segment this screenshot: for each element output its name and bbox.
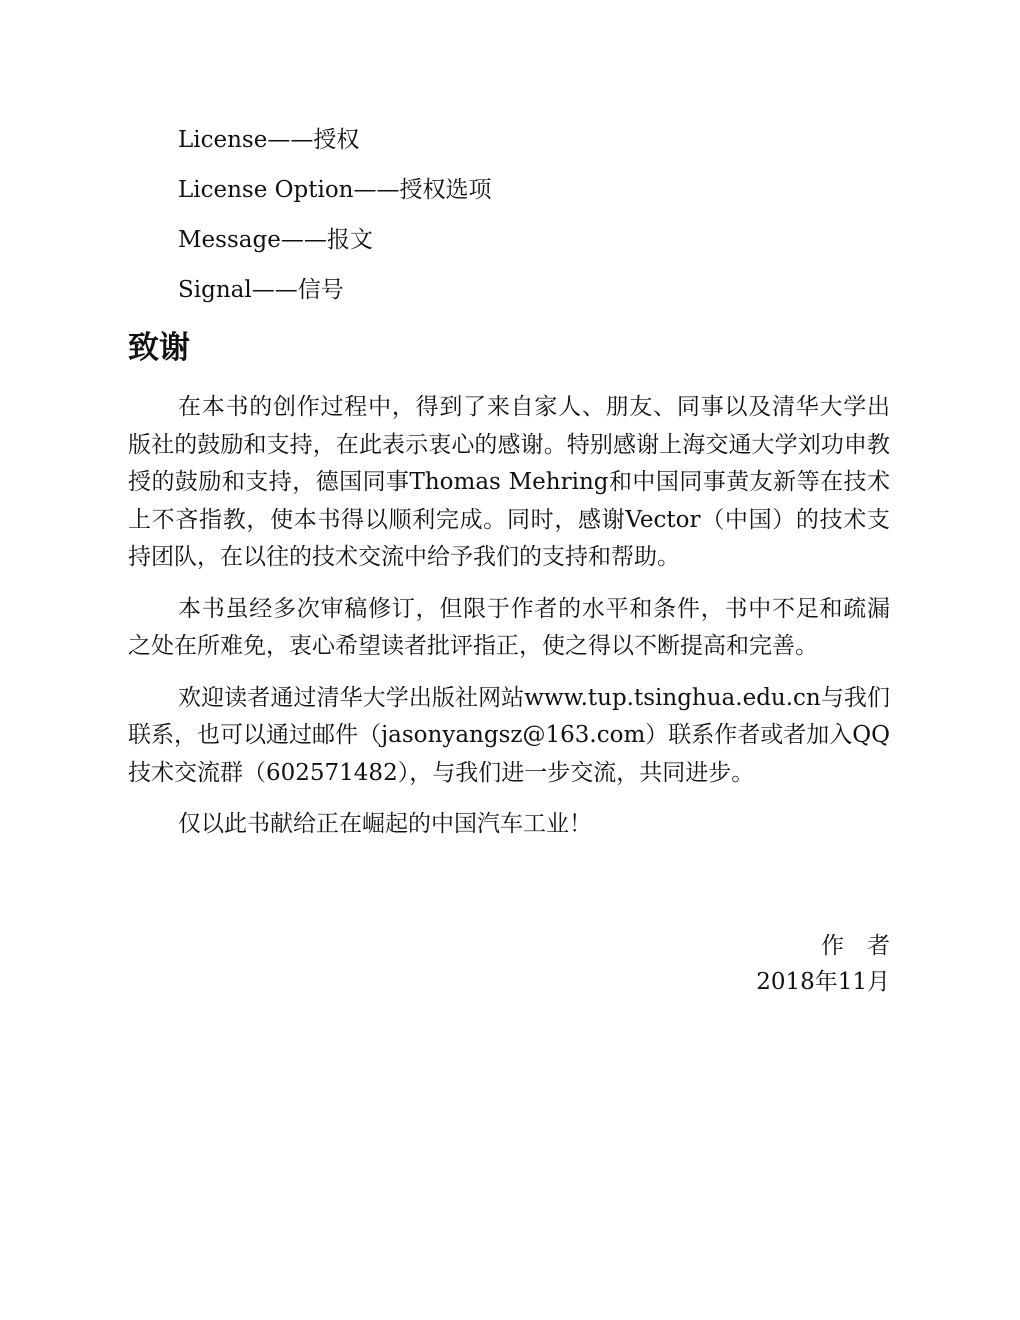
section-heading: 致谢	[128, 330, 190, 366]
glossary-entry: License Option——授权选项	[178, 177, 492, 203]
acknowledgement-body	[128, 389, 890, 858]
paragraph: 仅以此书献给正在崛起的中国汽车工业！	[178, 811, 592, 837]
paragraph: 在本书的创作过程中，得到了来自家人、朋友、同事以及清华大学出版社的鼓励和支持，在此表示衷心的感谢。特别感谢上海交通大学刘功申教授的鼓励和支持，德国同事Thomas Mehring和中国同事黄友新等在技术上不吝指教，使本书得以顺利完成。同时，感谢Vector（中国）的技术支持团队，在以往的技术交流中给予我们的支持和帮助。	[128, 394, 890, 570]
signature-block	[756, 928, 890, 1000]
paragraph: 本书虽经多次审稿修订，但限于作者的水平和条件，书中不足和疏漏之处在所难免，衷心希望读者批评指正，使之得以不断提高和完善。	[128, 595, 890, 659]
glossary-entry: License——授权	[178, 127, 360, 153]
author-signature: 作 者	[821, 933, 890, 959]
glossary-list	[178, 122, 878, 322]
paragraph: 欢迎读者通过清华大学出版社网站www.tup.tsinghua.edu.cn与我们联系，也可以通过邮件（jasonyangsz@163.com）联系作者或者加入QQ技术交流群（602571482），与我们进一步交流，共同进步。	[128, 684, 890, 786]
glossary-entry: Message——报文	[178, 227, 373, 253]
glossary-entry: Signal——信号	[178, 277, 344, 303]
signature-date: 2018年11月	[756, 969, 890, 995]
